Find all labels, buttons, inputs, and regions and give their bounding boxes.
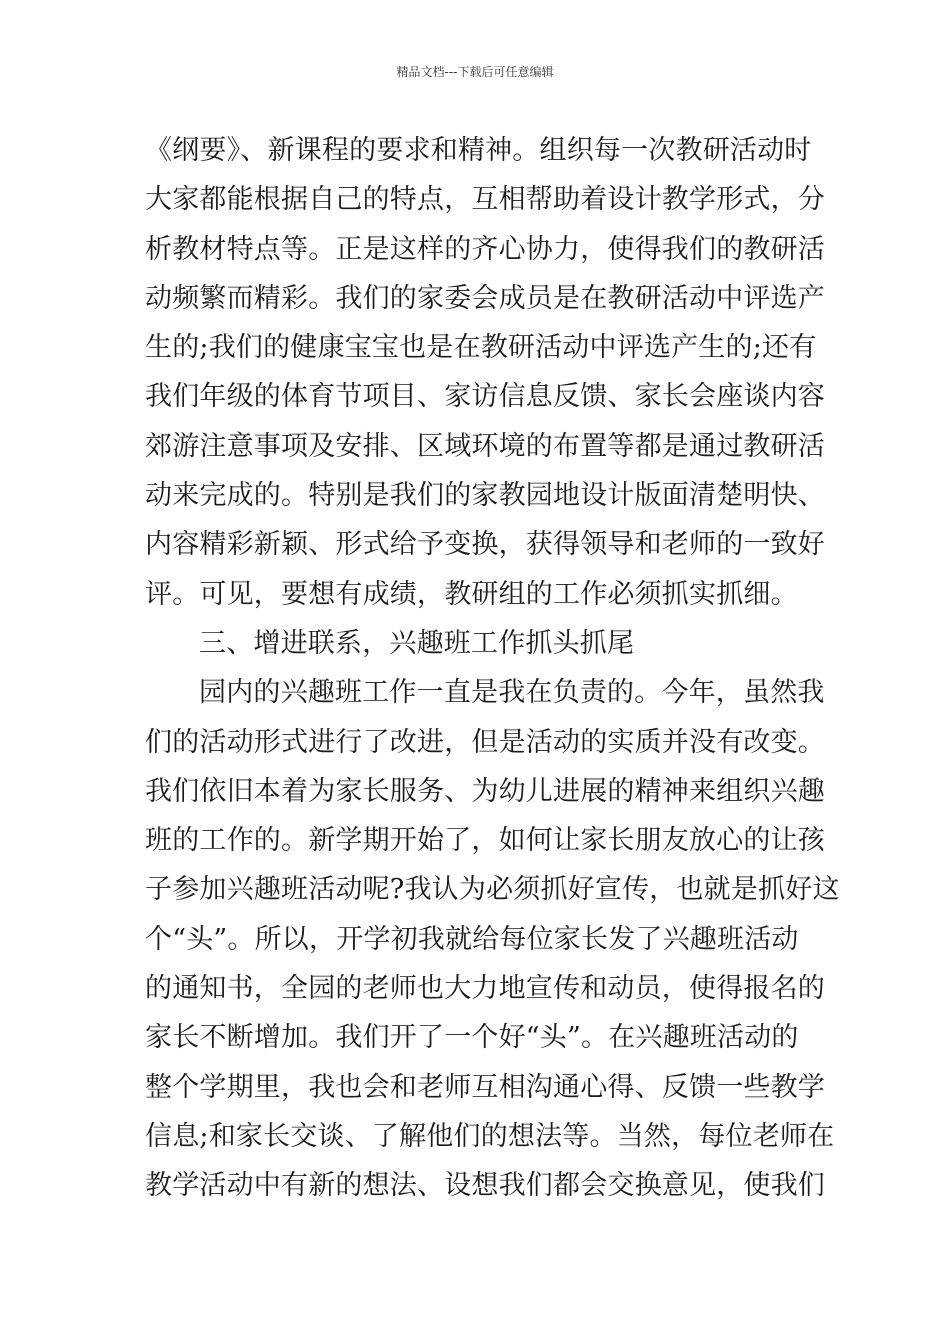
document-body bbox=[145, 126, 840, 1211]
paragraph-first-line: 园内的兴趣班工作一直是我在负责的。今年，虽然我 bbox=[199, 677, 825, 709]
text-line: 子参加兴趣班活动呢?我认为必须抓好宣传，也就是抓好这 bbox=[145, 874, 840, 906]
text-line: 郊游注意事项及安排、区域环境的布置等都是通过教研活 bbox=[145, 430, 825, 462]
text-line: 内容精彩新颖、形式给予变换，获得领导和老师的一致好 bbox=[145, 529, 825, 561]
text-line: 家长不断增加。我们开了一个好“头”。在兴趣班活动的 bbox=[145, 1022, 799, 1054]
text-line: 评。可见，要想有成绩，教研组的工作必须抓实抓细。 bbox=[145, 578, 798, 610]
text-line: 整个学期里，我也会和老师互相沟通心得、反馈一些教学 bbox=[145, 1071, 825, 1103]
text-line: 信息;和家长交谈、了解他们的想法等。当然，每位老师在 bbox=[145, 1120, 835, 1152]
text-line: 动来完成的。特别是我们的家教园地设计版面清楚明快、 bbox=[145, 480, 825, 512]
page-header: 精品文档---下载后可任意编辑 bbox=[396, 65, 554, 79]
text-line: 我们年级的体育节项目、家访信息反馈、家长会座谈内容 bbox=[145, 381, 825, 413]
text-line: 大家都能根据自己的特点，互相帮助着设计教学形式，分 bbox=[145, 184, 825, 216]
text-line: 的通知书，全园的老师也大力地宣传和动员，使得报名的 bbox=[145, 973, 825, 1005]
text-line: 们的活动形式进行了改进，但是活动的实质并没有改变。 bbox=[145, 726, 825, 758]
text-line: 析教材特点等。正是这样的齐心协力，使得我们的教研活 bbox=[145, 233, 825, 265]
text-line: 教学活动中有新的想法、设想我们都会交换意见，使我们 bbox=[145, 1170, 825, 1202]
text-line: 我们依旧本着为家长服务、为幼儿进展的精神来组织兴趣 bbox=[145, 775, 825, 807]
section-heading: 三、增进联系，兴趣班工作抓头抓尾 bbox=[199, 627, 635, 659]
text-line: 生的;我们的健康宝宝也是在教研活动中评选产生的;还有 bbox=[145, 332, 817, 364]
text-line: 动频繁而精彩。我们的家委会成员是在教研活动中评选产 bbox=[145, 282, 825, 314]
text-line: 班的工作的。新学期开始了，如何让家长朋友放心的让孩 bbox=[145, 825, 825, 857]
text-line: 《纲要》、新课程的要求和精神。组织每一次教研活动时 bbox=[145, 135, 812, 166]
text-line: 个“头”。所以，开学初我就给每位家长发了兴趣班活动 bbox=[145, 923, 799, 955]
